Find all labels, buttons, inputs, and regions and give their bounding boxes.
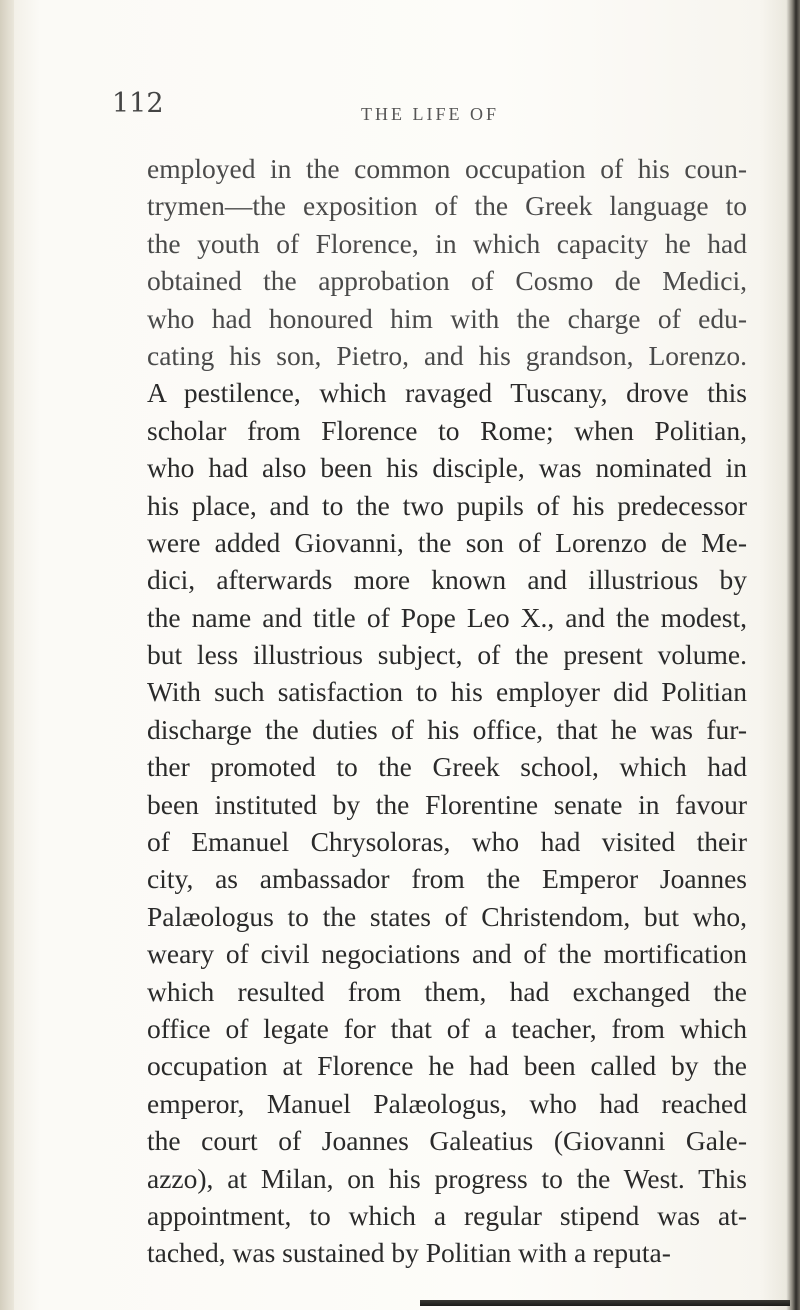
text-line: Palæologus to the states of Christendom, but who, [147, 900, 747, 932]
text-line: scholar from Florence to Rome; when Politian, [147, 414, 747, 446]
body-text [147, 150, 747, 1272]
page-edge-shadow [786, 0, 800, 1310]
running-head: THE LIFE OF [361, 104, 499, 124]
text-line: employed in the common occupation of his coun- [147, 153, 747, 184]
text-line: been instituted by the Florentine senate in favour [147, 788, 747, 820]
text-line: who had also been his disciple, was nominated in [147, 452, 747, 484]
page-number: 112 [112, 88, 164, 119]
text-line: azzo), at Milan, on his progress to the West. This [147, 1162, 747, 1194]
text-line: tached, was sustained by Politian with a reputa- [147, 1237, 671, 1269]
page-gutter [0, 0, 14, 1310]
text-line: discharge the duties of his office, that he was fur- [147, 713, 747, 745]
text-line: trymen—the exposition of the Greek language to [147, 190, 747, 222]
text-line: the name and title of Pope Leo X., and the modest, [147, 601, 747, 633]
text-line: ther promoted to the Greek school, which had [147, 751, 747, 783]
text-line: his place, and to the two pupils of his predecessor [147, 489, 747, 521]
text-line: the court of Joannes Galeatius (Giovanni Gale- [147, 1125, 747, 1157]
text-line: emperor, Manuel Palæologus, who had reached [147, 1087, 747, 1119]
text-line: office of legate for that of a teacher, from which [147, 1012, 747, 1044]
text-line: but less illustrious subject, of the present volume. [147, 639, 747, 671]
text-line: city, as ambassador from the Emperor Joannes [147, 863, 747, 895]
text-line: of Emanuel Chrysoloras, who had visited their [147, 826, 747, 858]
text-line: obtained the approbation of Cosmo de Medici, [147, 265, 747, 297]
text-line: appointment, to which a regular stipend was at- [147, 1199, 747, 1231]
text-line: weary of civil negociations and of the mortification [147, 938, 747, 970]
text-line: dici, afterwards more known and illustrious by [147, 564, 747, 596]
page-bottom-edge [420, 1300, 790, 1306]
text-line: which resulted from them, had exchanged the [147, 975, 747, 1007]
text-line: cating his son, Pietro, and his grandson, Lorenzo. [147, 339, 747, 371]
text-line: were added Giovanni, the son of Lorenzo de Me- [147, 526, 747, 558]
text-line: who had honoured him with the charge of edu- [147, 302, 747, 334]
text-line: occupation at Florence he had been called by the [147, 1050, 747, 1082]
text-line: A pestilence, which ravaged Tuscany, drove this [147, 377, 747, 409]
text-line: With such satisfaction to his employer did Politian [147, 676, 747, 708]
text-line: the youth of Florence, in which capacity he had [147, 227, 747, 259]
